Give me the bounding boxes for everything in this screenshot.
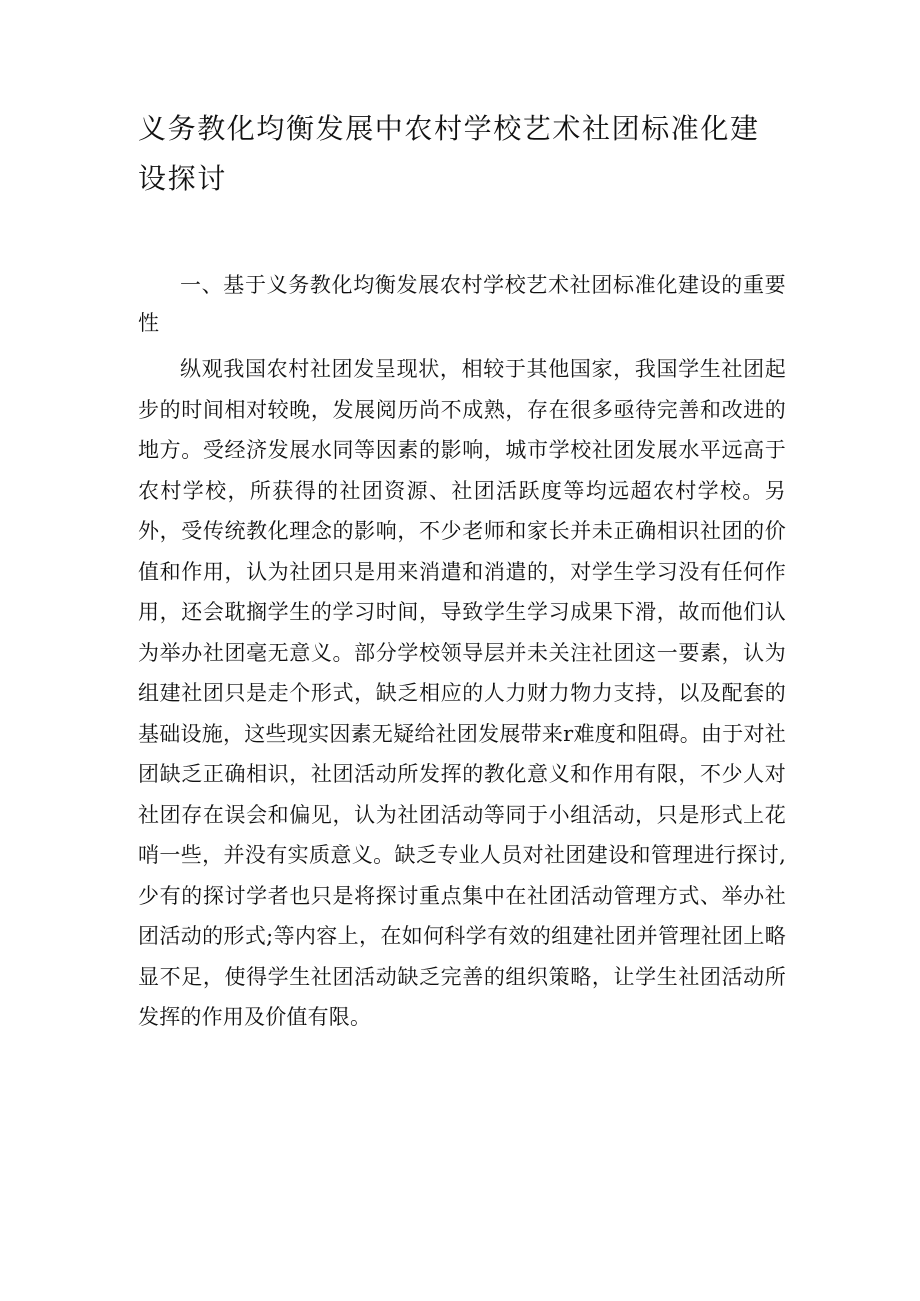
document-title: 义务教化均衡发展中农村学校艺术社团标准化建设探讨 [138, 112, 760, 195]
section-heading: 一、基于义务教化均衡发展农村学校艺术社团标准化建设的重要性 [138, 273, 786, 335]
document-page [138, 104, 786, 1038]
body-paragraph: 纵观我国农村社团发呈现状，相较于其他国家，我国学生社团起步的时间相对较晚，发展阅历尚不成熟，存在很多亟待完善和改进的地方。受经济发展水同等因素的影响，城市学校社团发展水平远高于农村学校，所获得的社团资源、社团活跃度等均远超农村学校。另外，受传统教化理念的影响，不少老师和家长并未正确相识社团的价值和作用，认为社团只是用来消遣和消遣的，对学生学习没有任何作用，还会耽搁学生的学习时间，导致学生学习成果下滑，故而他们认为举办社团毫无意义。部分学校领导层并未关注社团这一要素，认为组建社团只是走个形式，缺乏相应的人力财力物力支持，以及配套的基础设施，这些现实因素无疑给社团发展带来r难度和阻碍。由于对社团缺乏正确相识，社团活动所发挥的教化意义和作用有限，不少人对社团存在误会和偏见，认为社团活动等同于小组活动，只是形式上花哨一些，并没有实质意义。缺乏专业人员对社团建设和管理进行探讨,少有的探讨学者也只是将探讨重点集中在社团活动管理方式、举办社团活动的形式;等内容上，在如何科学有效的组建社团并管理社团上略显不足，使得学生社团活动缺乏完善的组织策略，让学生社团活动所发挥的作用及价值有限。 [138, 357, 786, 1029]
